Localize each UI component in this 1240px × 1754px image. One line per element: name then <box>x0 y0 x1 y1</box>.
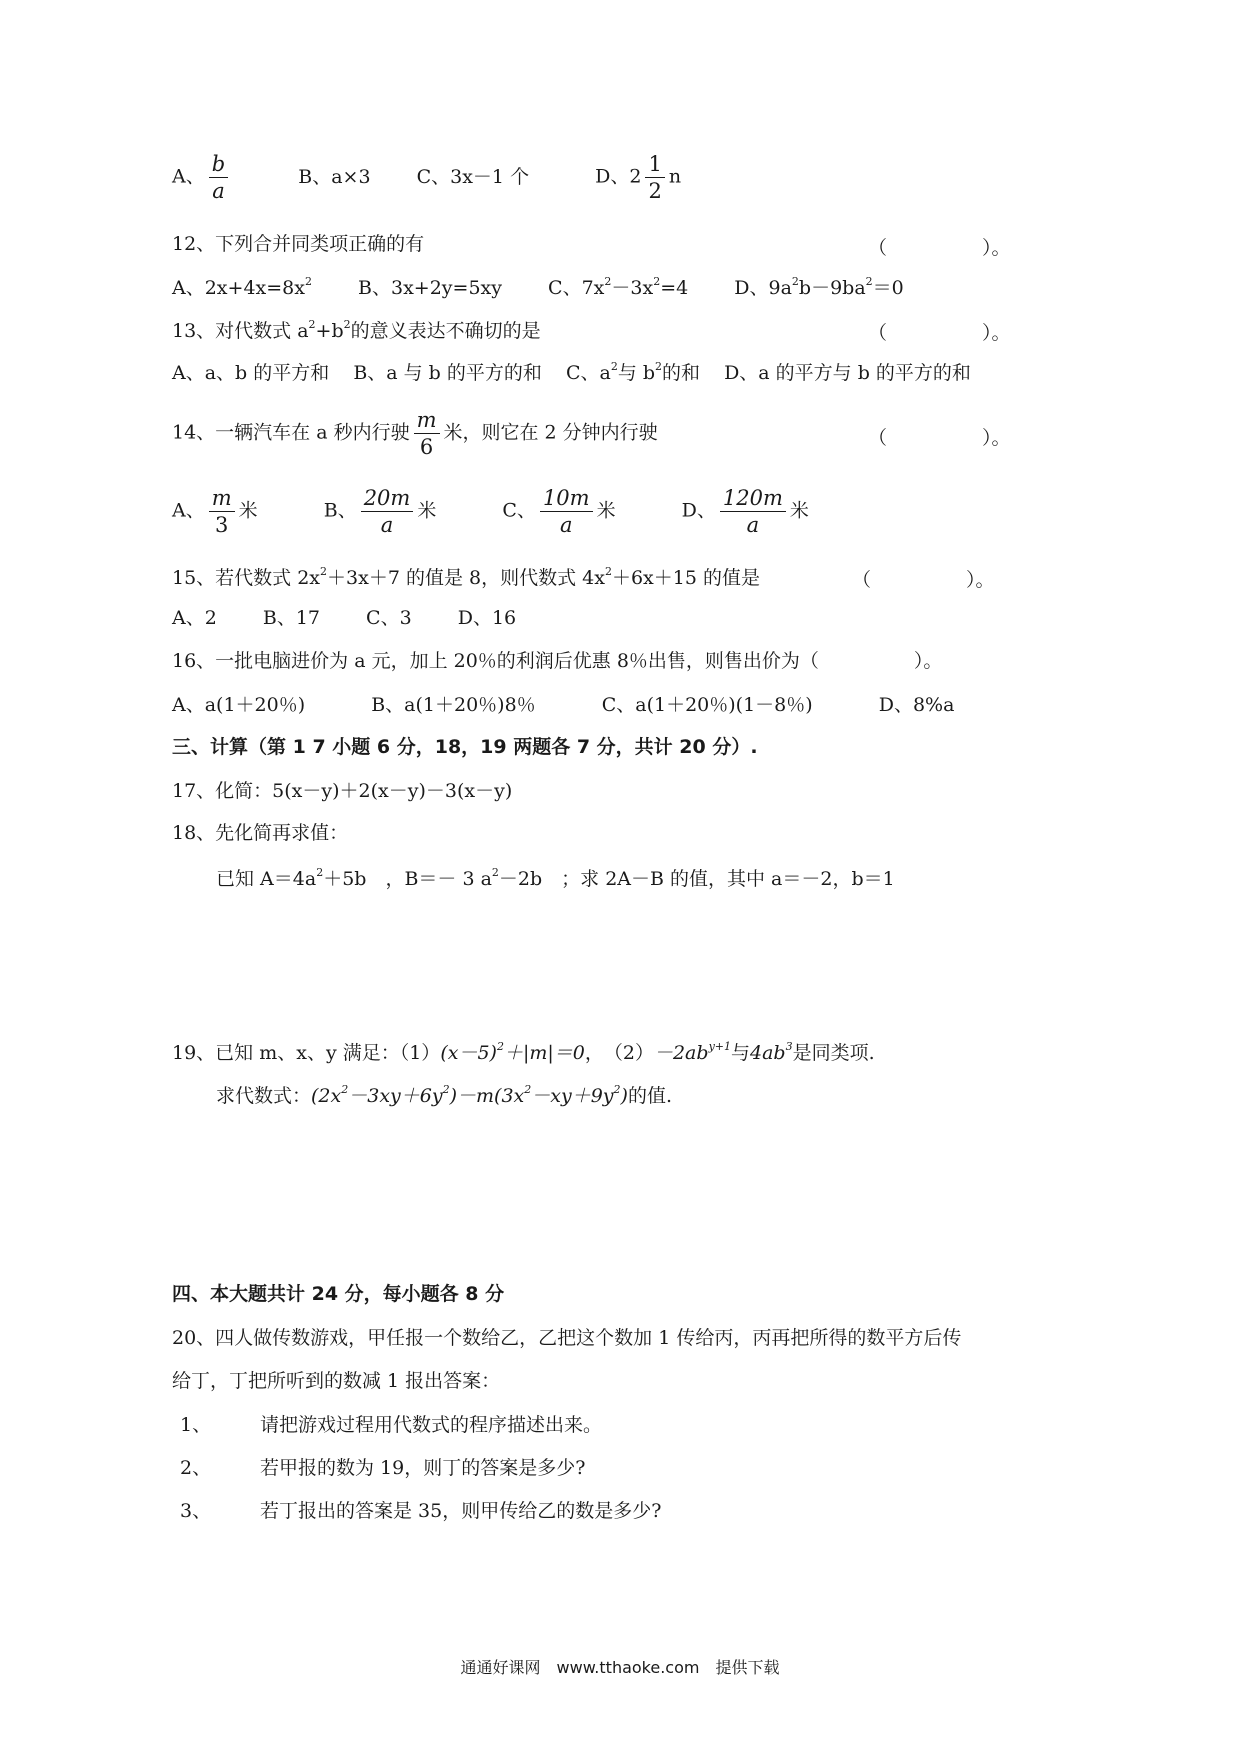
page-footer: 通通好课网 www.tthaoke.com 提供下载 <box>460 1658 780 1677</box>
q13-answer-paren: （ ）。 <box>868 322 1011 344</box>
q12-question: 12、下列合并同类项正确的有 <box>172 233 425 255</box>
q15-question: 15、若代数式 $2x^2+3x+7$ 的值是 8，则代数式 $4x^2+6x+15$ 的值是 <box>172 565 760 589</box>
q14-question: 14、一辆汽车在 a 秒内行驶 $\frac{m}{6}$ 米，则它在 2 分钟内行驶 <box>172 408 658 460</box>
q15-option-c: C、3 <box>366 607 412 629</box>
q11-option-d: D、2 $\frac{1}{2}$ n <box>595 152 682 204</box>
q17-question: 17、化简：5(x－y)＋2(x－y)－3(x－y) <box>172 780 513 802</box>
q19-question: 19、已知 m、x、y 满足：$(1)(x-5)^2+|m|=0$， $(2)-2ab^{y+1}$与$4ab^3$是同类项. <box>172 1040 875 1064</box>
q11-options <box>172 152 721 203</box>
q11-option-c: C、3x－1 个 <box>416 165 530 188</box>
q13-option-b: B、a 与 b 的平方的和 <box>353 362 542 384</box>
q13-option-a: A、a、b 的平方和 <box>172 362 330 384</box>
q14-option-a: A、 $\frac{m}{3}$ 米 <box>172 486 258 538</box>
q15-option-d: D、16 <box>457 607 517 629</box>
q15-options <box>172 607 556 631</box>
q13-option-d: D、a 的平方与 b 的平方的和 <box>724 362 971 384</box>
q20-line-2: 给丁，丁把所听到的数减 1 报出答案： <box>172 1370 501 1392</box>
q20-item-3: 3、 若丁报出的答案是 35，则甲传给乙的数是多少? <box>180 1500 662 1522</box>
q11-option-b: B、a×3 <box>298 165 371 188</box>
q14-option-b: B、 $\frac{20m}{a}$ 米 <box>323 486 437 538</box>
q12-options <box>172 275 944 301</box>
q12-option-d: D、$9a^2b-9ba^2=0$ <box>734 275 904 299</box>
q16-options <box>172 694 994 718</box>
q14-option-c: C、 $\frac{10m}{a}$ 米 <box>502 486 616 538</box>
q15-option-a: A、2 <box>172 607 217 629</box>
q16-option-a: A、a(1＋20％) <box>172 694 306 716</box>
q11-option-a: A、 $\frac{b}{a}$ <box>172 152 232 203</box>
q12-option-c: C、$7x^2-3x^2=4$ <box>548 275 689 299</box>
q15-option-b: B、17 <box>262 607 320 629</box>
q14-options <box>172 486 849 537</box>
section-4-heading: 四、本大题共计 24 分，每小题各 8 分 <box>172 1283 505 1305</box>
q18-body: 已知 $A=4a^2+5b$ ，B＝－ 3 $a^2-2b$ ；求 2A－B 的值，其中 a＝－2，b＝1 <box>216 866 895 890</box>
q15-answer-paren: （ ）。 <box>852 569 995 591</box>
q11-a-fraction: $\frac{b}{a}$ <box>209 152 228 203</box>
q14-fraction: $\frac{m}{6}$ <box>414 408 440 459</box>
q20-item-1: 1、 请把游戏过程用代数式的程序描述出来。 <box>180 1414 603 1436</box>
q18-title: 18、先化简再求值： <box>172 822 349 844</box>
q14-answer-paren: （ ）。 <box>868 427 1011 449</box>
q14-option-d: D、 $\frac{120m}{a}$ 米 <box>681 486 809 538</box>
q13-option-c: C、$a^2$与 $b^2$的和 <box>565 360 701 384</box>
q16-option-b: B、a(1＋20％)8％ <box>371 694 536 716</box>
q13-question: 13、对代数式 $a^2+b^2$的意义表达不确切的是 <box>172 318 541 342</box>
section-3-heading: 三、计算（第 1 7 小题 6 分，18，19 两题各 7 分，共计 20 分）. <box>172 736 758 758</box>
q20-item-2: 2、 若甲报的数为 19，则丁的答案是多少? <box>180 1457 586 1479</box>
q19-expression: 求代数式：$(2x^2-3xy+6y^2)-m(3x^2-xy+9y^2)$的值. <box>216 1083 673 1107</box>
q11-d-fraction: $\frac{1}{2}$ <box>645 152 664 203</box>
q12-option-a: A、$2x+4x=8x^2$ <box>172 275 312 299</box>
q16-question: 16、一批电脑进价为 a 元，加上 20％的利润后优惠 8％出售，则售出价为（ ）。 <box>172 650 943 672</box>
q12-answer-paren: （ ）。 <box>868 237 1011 259</box>
q13-options <box>172 360 1011 386</box>
q12-option-b: B、3x+2y=5xy <box>358 277 502 299</box>
q16-option-d: D、8%a <box>878 694 955 716</box>
q20-line-1: 20、四人做传数游戏，甲任报一个数给乙，乙把这个数加 1 传给丙，丙再把所得的数平方后传 <box>172 1327 962 1349</box>
q16-option-c: C、a(1＋20％)(1－8％) <box>601 694 813 716</box>
